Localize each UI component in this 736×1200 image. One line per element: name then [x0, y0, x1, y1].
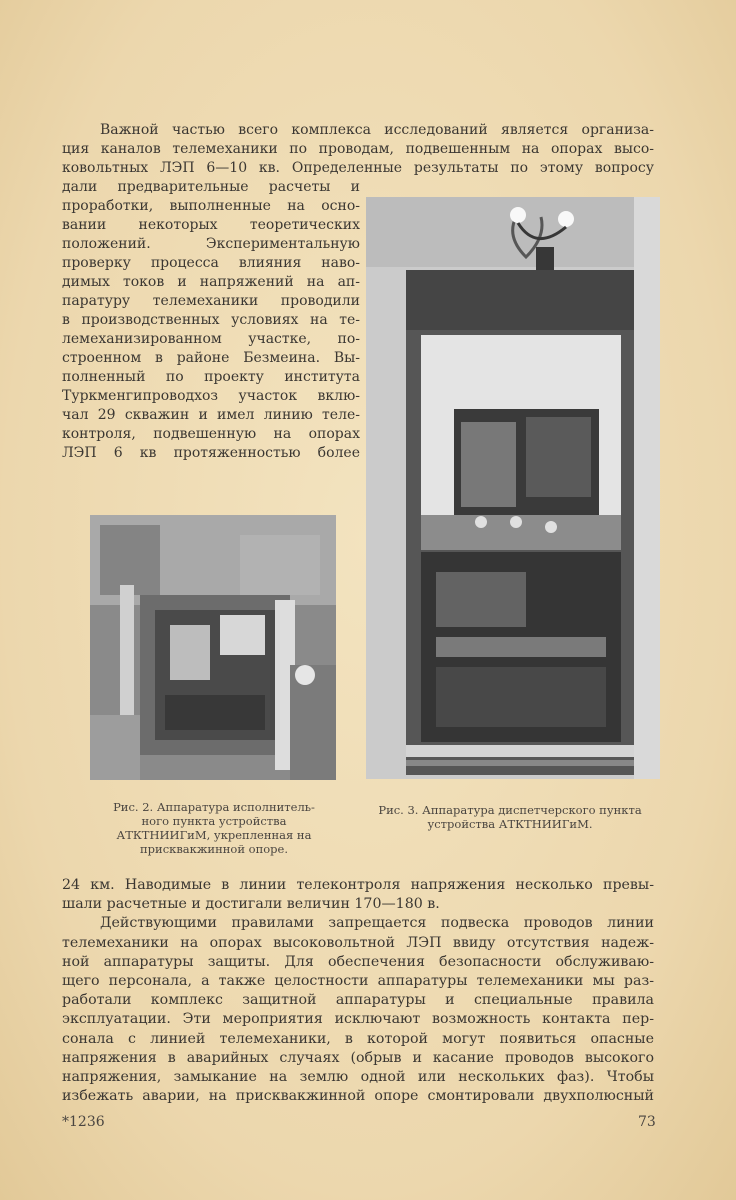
caption-line: АТКТНИИГиМ, укрепленная на [116, 828, 312, 842]
caption-line: присквакжинной опоре. [140, 842, 288, 856]
lower-paragraphs [62, 876, 654, 1106]
text-line: проверку процесса влияния наво- [62, 255, 360, 271]
text-line: щего персонала, а также целостности аппаратуры телемеханики мы раз- [62, 972, 654, 989]
text-line: лемеханизированном участке, по- [62, 331, 360, 347]
text-line: эксплуатации. Эти мероприятия исключают возможность контакта пер- [62, 1011, 654, 1028]
text-line: шали расчетные и достигали величин 170—180 в. [62, 896, 440, 913]
caption-line: Рис. 2. Аппаратура исполнитель- [113, 800, 315, 814]
text-line: ЛЭП 6 кв протяженностью более [62, 445, 360, 461]
intro-paragraph [62, 121, 654, 178]
text-line: ковольтных ЛЭП 6—10 кв. Определенные результаты по этому вопросу [62, 160, 654, 176]
figure-3-photo [366, 197, 660, 779]
text-line: напряжения, замыкание на землю одной или нескольких фаз). Чтобы [62, 1068, 654, 1085]
caption-line: устройства АТКТНИИГиМ. [427, 817, 593, 831]
figure-2-image [90, 515, 336, 780]
text-line: положений. Экспериментальную [62, 236, 360, 252]
text-line: Туркменгипроводхоз участок вклю- [62, 388, 360, 404]
text-line: строенном в районе Безмеина. Вы- [62, 350, 360, 366]
caption-line: ного пункта устройства [141, 814, 287, 828]
text-line: избежать аварии, на присквакжинной опоре смонтировали двухполюсный [62, 1088, 654, 1105]
text-line: проработки, выполненные на осно- [62, 198, 360, 214]
page-number: 73 [638, 1114, 656, 1130]
caption-line: Рис. 3. Аппаратура диспетчерского пункта [378, 803, 642, 817]
figure-3-caption [360, 803, 660, 831]
figure-3-image [366, 197, 660, 779]
text-line: вании некоторых теоретических [62, 217, 360, 233]
text-line: ция каналов телемеханики по проводам, подвешенным на опорах высо- [62, 141, 654, 157]
text-line: дали предварительные расчеты и [62, 179, 360, 195]
text-line: телемеханики на опорах высоковольтной ЛЭП ввиду отсутствия надеж- [62, 934, 654, 951]
print-signature: *1236 [62, 1114, 105, 1130]
text-line: Действующими правилами запрещается подвеска проводов линии [100, 915, 654, 932]
text-line: 24 км. Наводимые в линии телеконтроля напряжения несколько превы- [62, 877, 654, 893]
text-line: димых токов и напряжений на ап- [62, 274, 360, 290]
text-line: полненный по проекту института [62, 369, 360, 385]
text-line: в производственных условиях на те- [62, 312, 360, 328]
left-column-text [62, 178, 360, 463]
text-line: ной аппаратуры защиты. Для обеспечения безопасности обслуживаю- [62, 953, 654, 970]
figure-2-caption [86, 800, 342, 856]
text-line: работали комплекс защитной аппаратуры и специальные правила [62, 992, 654, 1009]
text-line: паратуру телемеханики проводили [62, 293, 360, 309]
text-line: контроля, подвешенную на опорах [62, 426, 360, 442]
text-line: напряжения в аварийных случаях (обрыв и касание проводов высокого [62, 1049, 654, 1066]
text-line: сонала с линией телемеханики, в которой могут появиться опасные [62, 1030, 654, 1047]
figure-2-photo [90, 515, 336, 780]
text-line: чал 29 скважин и имел линию теле- [62, 407, 360, 423]
text-line: Важной частью всего комплекса исследований является организа- [100, 122, 654, 138]
